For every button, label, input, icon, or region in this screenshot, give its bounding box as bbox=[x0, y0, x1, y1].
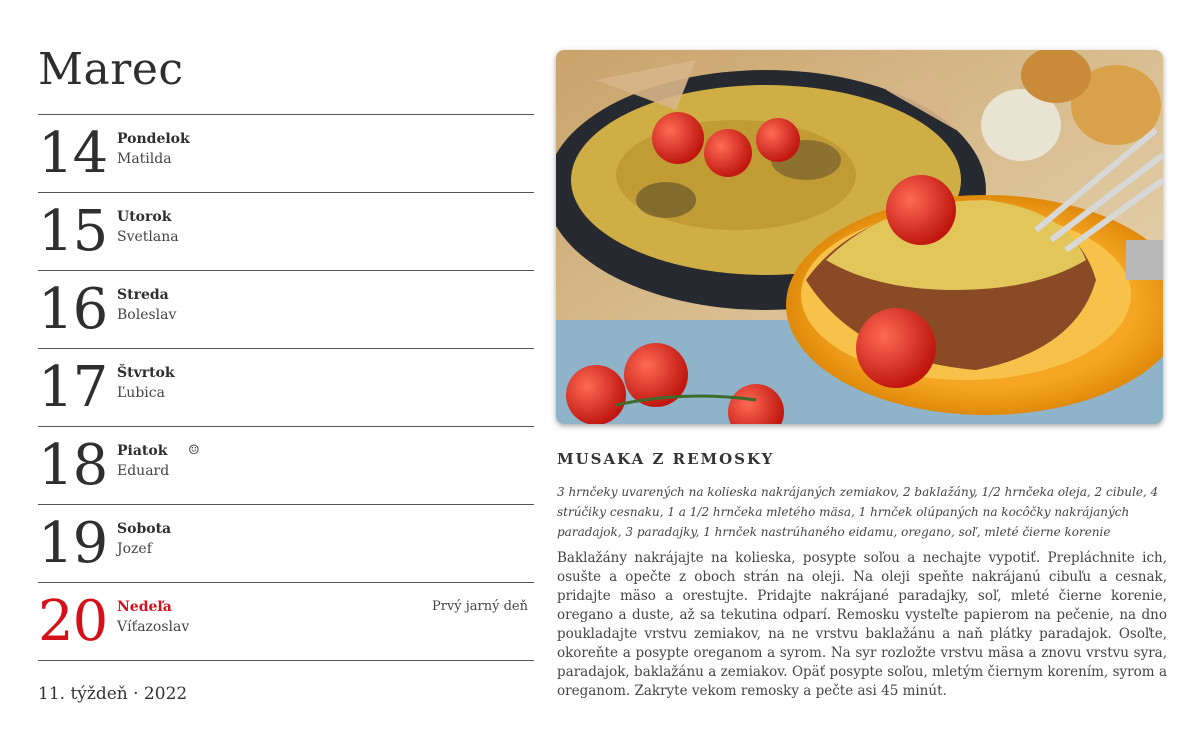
month-title: Marec bbox=[38, 44, 184, 95]
day-name: Streda bbox=[117, 287, 169, 303]
day-name: Nedeľa bbox=[117, 599, 172, 615]
recipe-ingredients: 3 hrnčeky uvarených na kolieska nakrájaných zemiakov, 2 baklažány, 1/2 hrnčeka oleja, 2 cibule, 4 strúčiky cesnaku, 1 a 1/2 hrnčeka mletého mäsa, 1 hrnček olúpaných na kocôčky nakrájaných paradajok, 3 paradajky, 1 hrnček nastrúhaného eidamu, oregano, soľ, mleté čierne korenie bbox=[557, 485, 1159, 539]
day-number: 15 bbox=[38, 199, 108, 264]
day-list bbox=[38, 114, 534, 661]
day-row-18 bbox=[38, 426, 534, 504]
day-name: Utorok bbox=[117, 209, 172, 225]
recipe-instructions: Baklažány nakrájajte na kolieska, posypte soľou a nechajte vypotiť. Prepláchnite ich, osušte a opečte z oboch strán na oleji. Na oleji speňte nakrájanú cibuľu a cesnak, pridajte mäso a orestujte. Pridajte nakrájané paradajky, soľ, mleté čierne korenie, oregano a duste, až sa tekutina odparí. Remosku vysteľte papierom na pečenie, na dno poukladajte vrstvu zemiakov, na ne vrstvu baklažánu a naň plátky paradajok. Osoľte, okoreňte a posypte oreganom a syrom. Na syr rozložte vrstvu mäsa a znovu vrstvu syra, paradajok, baklažánu a zemiakov. Opäť posypte soľou, mletým čiernym korením, syrom a oreganom. Zakryte vekom remosky a pečte asi 45 minút. bbox=[557, 550, 1167, 699]
day-number: 17 bbox=[38, 355, 108, 420]
day-name: Sobota bbox=[117, 521, 172, 537]
name-day: Jozef bbox=[117, 541, 152, 557]
musaka-image bbox=[556, 50, 1163, 424]
day-row-16 bbox=[38, 270, 534, 348]
day-row-19 bbox=[38, 504, 534, 582]
holiday-label: Prvý jarný deň bbox=[431, 599, 528, 614]
day-row-15 bbox=[38, 192, 534, 270]
name-day: Ľubica bbox=[117, 385, 165, 401]
day-name: Piatok bbox=[117, 443, 168, 459]
name-day: Víťazoslav bbox=[117, 619, 190, 635]
week-label: 11. týždeň · 2022 bbox=[38, 684, 188, 704]
day-number: 16 bbox=[38, 277, 108, 342]
day-number: 19 bbox=[38, 511, 108, 576]
name-day: Boleslav bbox=[117, 307, 177, 323]
day-number: 18 bbox=[38, 433, 108, 498]
name-day: Svetlana bbox=[117, 229, 179, 245]
recipe-photo bbox=[556, 50, 1163, 424]
name-day: Eduard bbox=[117, 463, 170, 479]
day-row-14 bbox=[38, 114, 534, 192]
day-row-20 bbox=[38, 582, 534, 661]
name-day: Matilda bbox=[117, 151, 172, 167]
smiley-icon: ☺ bbox=[188, 443, 200, 458]
day-row-17 bbox=[38, 348, 534, 426]
recipe-title: MUSAKA Z REMOSKY bbox=[557, 450, 775, 468]
day-name: Štvrtok bbox=[117, 365, 175, 381]
day-name: Pondelok bbox=[117, 131, 190, 147]
day-number: 20 bbox=[38, 589, 108, 654]
day-number: 14 bbox=[38, 121, 108, 186]
